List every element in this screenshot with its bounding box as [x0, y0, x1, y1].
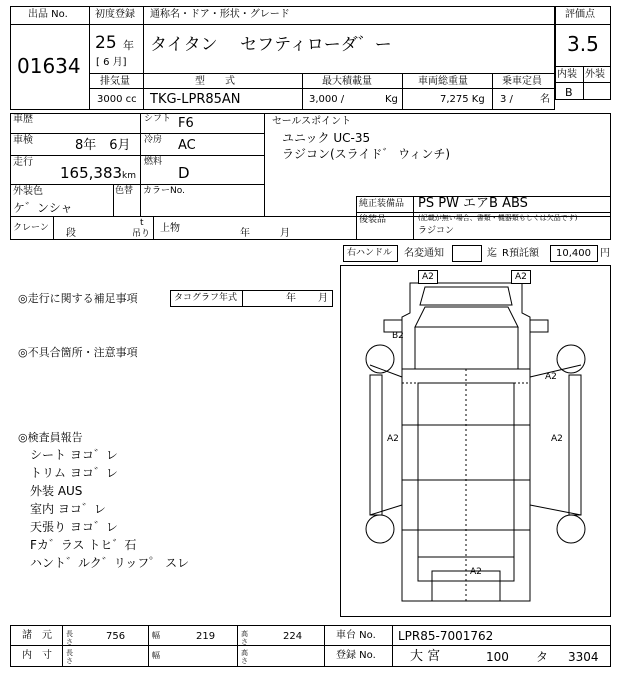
- damage-mark: B2: [392, 331, 404, 341]
- max-load-value: 3,000 /: [309, 94, 345, 105]
- height-value: 224: [283, 631, 303, 642]
- dims-label: 諸 元: [22, 630, 52, 641]
- ac-label: 冷房: [144, 135, 163, 145]
- model-code-value: TKG-LPR85AN: [150, 92, 241, 107]
- recycle-fee-label: R預託額: [502, 248, 539, 259]
- crane-box: [10, 216, 357, 240]
- max-load-label: 最大積載量: [322, 76, 372, 87]
- interior-grade: B: [565, 86, 573, 99]
- inspection-value: 8年 6月: [75, 138, 131, 153]
- score-value: 3.5: [567, 32, 599, 56]
- damage-mark: A2: [387, 434, 399, 444]
- damage-mark: A2: [470, 567, 482, 577]
- footer-box: [10, 625, 611, 667]
- tacho-year: 年: [286, 293, 296, 304]
- capacity-label: 乗車定員: [502, 76, 542, 87]
- report-line: トリム ヨコ゛レ: [30, 466, 118, 480]
- recycle-fee-value: 10,400: [556, 248, 591, 259]
- boarding-label: 上物: [160, 223, 180, 234]
- color-label: 外装色: [13, 186, 43, 197]
- damage-mark: A2: [418, 270, 438, 284]
- chassis-value: LPR85-7001762: [398, 629, 494, 643]
- crane-ton-unit: t: [140, 218, 144, 228]
- first-reg-year-unit: 年: [123, 39, 134, 52]
- first-reg-year: 25: [95, 33, 117, 53]
- model-label: 通称名・ドア・形状・グレード: [150, 9, 290, 20]
- color-no-label: カラーNo.: [143, 186, 185, 196]
- inner-height-label: 高さ: [241, 649, 248, 665]
- crane-stage-unit: 段: [66, 228, 76, 239]
- displacement-value: 3000 cc: [97, 94, 137, 105]
- capacity-value: 3 /: [500, 94, 513, 105]
- history-label: 車歴: [13, 114, 33, 125]
- sales-points-title: セールスポイント: [272, 116, 352, 127]
- vehicle-diagram: [340, 265, 611, 617]
- ac-value: AC: [178, 138, 196, 153]
- car-name: タイタン セフティローダ゛ー: [150, 35, 392, 55]
- length-label: 長さ: [66, 630, 73, 646]
- shift-label: シフト: [144, 114, 172, 124]
- color-value: ケ゛ンシャ: [13, 201, 73, 215]
- mileage-unit: km: [122, 171, 136, 181]
- damage-mark: A2: [551, 434, 563, 444]
- height-label: 高さ: [241, 630, 248, 646]
- color-change-label: 色替: [115, 186, 134, 196]
- registration-number: 3304: [568, 650, 599, 664]
- chassis-label: 車台 No.: [336, 630, 376, 641]
- inner-length-label: 長さ: [66, 649, 73, 665]
- until-label: 迄: [487, 248, 497, 259]
- boarding-month: 月: [280, 228, 290, 239]
- inspector-report-title: ◎検査員報告: [18, 431, 83, 444]
- crane-label: クレーン: [13, 223, 49, 233]
- registration-area: 大 宮: [410, 649, 441, 664]
- lot-label: 出品 No.: [28, 9, 68, 20]
- displacement-label: 排気量: [100, 76, 130, 87]
- shift-value: F6: [178, 116, 194, 131]
- fuel-value: D: [178, 164, 190, 182]
- crane-lift-unit: 吊り: [132, 229, 151, 239]
- driving-notes-title: ◎走行に関する補足事項: [18, 292, 138, 305]
- report-line: ハント゛ルク゛リッフ゜ スレ: [30, 556, 190, 570]
- boarding-year: 年: [240, 228, 250, 239]
- aftermarket-value: ラジコン: [418, 226, 455, 236]
- damage-mark: A2: [545, 372, 557, 382]
- standard-equipment-label: 純正装備品: [359, 199, 405, 209]
- score-label: 評価点: [565, 9, 595, 20]
- sales-point-2: ラジコン(スライド゛ ウィンチ): [282, 147, 451, 161]
- width-value: 219: [196, 631, 216, 642]
- tacho-label: タコグラフ年式: [174, 293, 238, 303]
- recycle-fee-unit: 円: [600, 248, 610, 259]
- report-line: Fカ゛ラス トヒ゛石: [30, 538, 137, 552]
- inner-width-label: 幅: [152, 651, 160, 660]
- interior-label: 内装: [557, 69, 577, 80]
- registration-kana: タ: [536, 650, 549, 664]
- first-reg-label: 初度登録: [95, 9, 135, 20]
- model-code-label: 型 式: [195, 76, 235, 87]
- lot-number: 01634: [17, 54, 81, 78]
- inspection-label: 車検: [13, 135, 33, 146]
- max-load-unit: Kg: [385, 94, 398, 105]
- report-line: シート ヨコ゛レ: [30, 448, 118, 462]
- name-change-box: [452, 245, 482, 262]
- defects-title: ◎不具合箇所・注意事項: [18, 346, 138, 359]
- registration-class: 100: [486, 650, 509, 664]
- standard-equipment-value: PS PW エアB ABS: [418, 196, 528, 211]
- width-label: 幅: [152, 631, 160, 640]
- report-line: 天張り ヨコ゛レ: [30, 520, 118, 534]
- registration-label: 登録 No.: [336, 650, 376, 661]
- gross-weight-value: 7,275 Kg: [440, 94, 485, 105]
- report-line: 室内 ヨコ゛レ: [30, 502, 106, 516]
- damage-mark: A2: [511, 270, 531, 284]
- first-reg-month: [ 6 月]: [96, 57, 127, 68]
- steering-value: 右ハンドル: [347, 248, 393, 258]
- inner-dims-label: 内 寸: [22, 650, 52, 661]
- name-change-label: 名変通知: [404, 248, 444, 259]
- aftermarket-label: 後装品: [359, 215, 387, 225]
- mileage-label: 走行: [13, 157, 33, 168]
- aftermarket-note: (記載が無い場合、書類・機器類もしくは欠品です): [418, 214, 578, 222]
- capacity-unit: 名: [540, 94, 550, 105]
- fuel-label: 燃料: [144, 157, 163, 167]
- sales-point-1: ユニック UC-35: [282, 131, 371, 145]
- gross-weight-label: 車両総重量: [418, 76, 468, 87]
- length-value: 756: [106, 631, 126, 642]
- report-line: 外装 AUS: [30, 484, 83, 498]
- exterior-label: 外装: [585, 69, 605, 80]
- mileage-value: 165,383: [60, 164, 123, 182]
- tacho-month: 月: [318, 293, 328, 304]
